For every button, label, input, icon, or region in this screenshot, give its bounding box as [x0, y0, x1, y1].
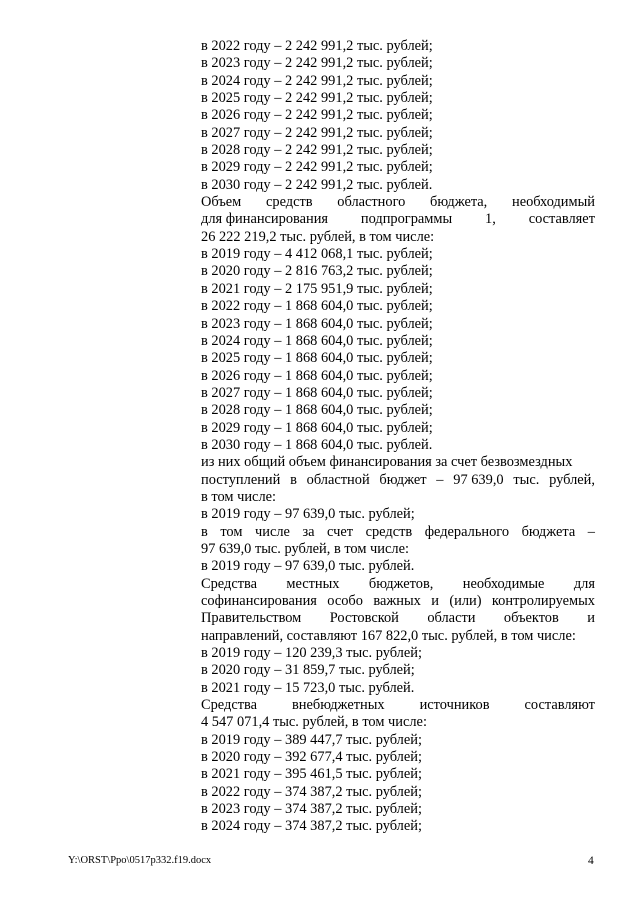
word: для финансирования: [201, 211, 329, 228]
year-line: в 2019 году – 97 639,0 тыс. рублей.: [201, 558, 415, 575]
word: источников: [419, 697, 490, 714]
word: в: [290, 471, 297, 488]
word: составляют: [524, 697, 595, 714]
year-line: в 2027 году – 1 868 604,0 тыс. рублей;: [201, 384, 433, 401]
paragraph-federal-budget: [201, 524, 595, 576]
word: необходимые: [462, 575, 545, 592]
word: областной: [306, 471, 370, 488]
year-line: в 2028 году – 2 242 991,2 тыс. рублей;: [201, 142, 433, 159]
word: поступлений: [201, 471, 281, 488]
word: средств: [266, 194, 313, 211]
word: 1,: [485, 211, 496, 228]
year-line: в 2019 году – 120 239,3 тыс. рублей;: [201, 645, 422, 662]
paragraph-line: 26 222 219,2 тыс. рублей, в том числе:: [201, 228, 435, 245]
word: рублей,: [549, 471, 595, 488]
year-list-extrabudgetary: [201, 732, 595, 836]
year-line: в 2021 году – 2 175 951,9 тыс. рублей;: [201, 280, 433, 297]
year-line: в 2026 году – 1 868 604,0 тыс. рублей;: [201, 367, 433, 384]
word: –: [436, 471, 444, 488]
word: для: [573, 575, 595, 592]
word: Правительством: [201, 610, 302, 627]
paragraph-line: в том числе:: [201, 488, 277, 505]
year-line: в 2022 году – 1 868 604,0 тыс. рублей;: [201, 298, 433, 315]
word: Средства: [201, 697, 257, 714]
word: особо: [327, 593, 363, 609]
year-line: в 2019 году – 97 639,0 тыс. рублей;: [201, 506, 415, 523]
paragraph-line: 97 639,0 тыс. рублей, в том числе:: [201, 540, 409, 557]
word: –: [587, 523, 595, 540]
word: Средства: [201, 575, 257, 592]
word: бюджет: [379, 471, 427, 488]
word: Ростовской: [329, 610, 399, 627]
word: направлений, составляют 167 822,0 тыс. рублей, в том числе:: [201, 627, 576, 644]
word: числе: [255, 523, 290, 540]
word: в: [201, 523, 208, 540]
justified-line: [201, 576, 595, 593]
paragraph-oblast-budget: [201, 194, 595, 246]
year-line: в 2020 году – 2 816 763,2 тыс. рублей;: [201, 263, 433, 280]
year-list-local: [201, 645, 595, 697]
word: счет: [327, 523, 354, 540]
word: (или): [449, 593, 482, 609]
year-line: в 2025 году – 2 242 991,2 тыс. рублей;: [201, 90, 433, 107]
paragraph-extrabudgetary: [201, 697, 595, 732]
word: и: [587, 610, 595, 627]
year-line: в 2025 году – 1 868 604,0 тыс. рублей;: [201, 350, 433, 367]
year-line: в 2024 году – 374 387,2 тыс. рублей;: [201, 818, 422, 835]
footer-file-path: Y:\ORST\Ppo\0517p332.f19.docx: [68, 855, 212, 866]
justified-line: [201, 194, 595, 211]
year-line: в 2023 году – 374 387,2 тыс. рублей;: [201, 801, 422, 818]
justified-line: [201, 454, 595, 471]
word: областного: [337, 194, 406, 211]
year-line: в 2021 году – 395 461,5 тыс. рублей;: [201, 766, 422, 783]
year-line: в 2019 году – 389 447,7 тыс. рублей;: [201, 731, 422, 748]
justified-line: [201, 610, 595, 627]
year-line: в 2030 году – 2 242 991,2 тыс. рублей.: [201, 176, 433, 193]
word: федерального: [424, 523, 510, 540]
word: 97 639,0: [453, 471, 504, 488]
word: за: [302, 523, 315, 540]
year-line: в 2029 году – 1 868 604,0 тыс. рублей;: [201, 419, 433, 436]
page-number: 4: [588, 855, 594, 867]
word: области: [427, 610, 476, 627]
justified-line: [201, 524, 595, 541]
word: том: [220, 523, 243, 540]
justified-line: [201, 628, 595, 645]
word: местных: [286, 575, 340, 592]
year-line: в 2028 году – 1 868 604,0 тыс. рублей;: [201, 402, 433, 419]
word: важных: [373, 593, 421, 609]
word: контролируемых: [491, 593, 595, 609]
justified-line: [201, 211, 595, 228]
word: Объем: [201, 194, 242, 211]
word: составляет: [528, 211, 595, 228]
word: необходимый: [512, 194, 595, 211]
year-line: в 2021 году – 15 723,0 тыс. рублей.: [201, 679, 415, 696]
word: бюджетов,: [368, 575, 434, 592]
year-line: в 2020 году – 392 677,4 тыс. рублей;: [201, 749, 422, 766]
word: подпрограммы: [360, 211, 453, 228]
justified-line: [201, 472, 595, 489]
document-body: [201, 38, 595, 836]
word: и: [431, 593, 439, 609]
year-line: в 2029 году – 2 242 991,2 тыс. рублей;: [201, 159, 433, 176]
year-line: в 2020 году – 31 859,7 тыс. рублей;: [201, 662, 415, 679]
year-line: в 2027 году – 2 242 991,2 тыс. рублей;: [201, 124, 433, 141]
year-line: в 2023 году – 2 242 991,2 тыс. рублей;: [201, 55, 433, 72]
paragraph-gratuitous-receipts: [201, 454, 595, 523]
paragraph-line: 4 547 071,4 тыс. рублей, в том числе:: [201, 714, 427, 731]
year-line: в 2022 году – 2 242 991,2 тыс. рублей;: [201, 38, 433, 54]
word: объектов: [503, 610, 559, 627]
word: тыс.: [513, 471, 540, 488]
word: внебюджетных: [292, 697, 385, 714]
year-line: в 2024 году – 2 242 991,2 тыс. рублей;: [201, 72, 433, 89]
justified-line: [201, 593, 595, 610]
year-line: в 2022 году – 374 387,2 тыс. рублей;: [201, 783, 422, 800]
justified-line: [201, 697, 595, 714]
year-line: в 2030 году – 1 868 604,0 тыс. рублей.: [201, 436, 433, 453]
year-line: в 2026 году – 2 242 991,2 тыс. рублей;: [201, 107, 433, 124]
year-line: в 2024 году – 1 868 604,0 тыс. рублей;: [201, 332, 433, 349]
year-list-oblast-total: [201, 38, 595, 194]
year-list-oblast-subprogram: [201, 246, 595, 454]
word: бюджета: [521, 523, 576, 540]
year-line: в 2019 году – 4 412 068,1 тыс. рублей;: [201, 246, 433, 263]
word: бюджета,: [430, 194, 488, 211]
word: из них общий объем финансирования за счет безвозмездных: [201, 454, 573, 471]
word: софинансирования: [201, 593, 317, 609]
year-line: в 2023 году – 1 868 604,0 тыс. рублей;: [201, 315, 433, 332]
paragraph-local-budgets: [201, 576, 595, 645]
word: средств: [365, 523, 413, 540]
